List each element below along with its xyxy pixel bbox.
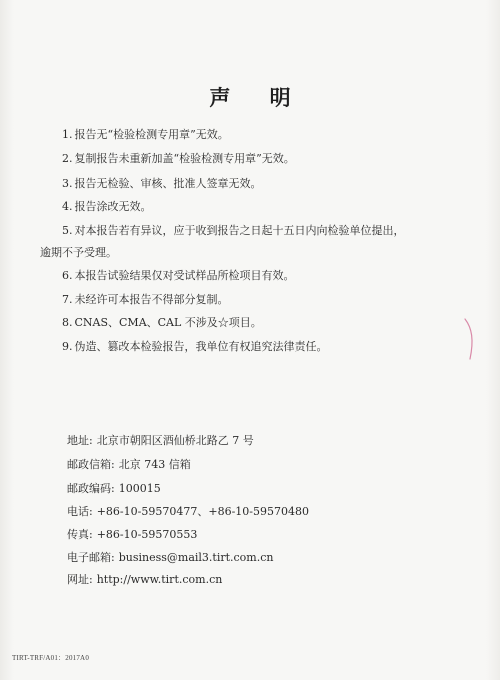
- item-text: 报告涂改无效。: [74, 200, 152, 213]
- statement-item-6: [62, 269, 462, 283]
- contact-address: [67, 434, 254, 448]
- contact-email: [67, 551, 273, 565]
- item-number: 2.: [62, 152, 73, 165]
- item-number: 5.: [62, 224, 73, 237]
- item-number: 7.: [62, 293, 73, 306]
- contact-value: 100015: [118, 482, 161, 495]
- contact-label: 传真:: [67, 528, 93, 541]
- pink-ink-mark: [462, 318, 476, 360]
- contact-value: 北京市朝阳区酒仙桥北路乙 7 号: [96, 434, 254, 447]
- item-number: 8.: [62, 316, 73, 329]
- statement-item-2: [62, 152, 462, 166]
- statement-item-9: [62, 340, 462, 354]
- item-text: 报告无“检验检测专用章”无效。: [74, 128, 229, 141]
- item-number: 9.: [62, 340, 73, 353]
- contact-value: 北京 743 信箱: [118, 458, 191, 471]
- contact-fax: [67, 528, 197, 542]
- statement-item-1: [62, 128, 462, 142]
- item-number: 3.: [62, 177, 73, 190]
- contact-postcode: [67, 482, 161, 496]
- contact-value: http://www.tirt.com.cn: [96, 573, 223, 586]
- form-code: TIRT-TRF/A01：2017A0: [12, 654, 90, 662]
- statement-item-7: [62, 293, 462, 307]
- item-number: 4.: [62, 200, 73, 213]
- contact-label: 电子邮箱:: [67, 551, 115, 564]
- item-text: CNAS、CMA、CAL 不涉及☆项目。: [74, 316, 262, 329]
- item-text: 未经许可本报告不得部分复制。: [74, 293, 229, 306]
- statement-item-4: [62, 200, 462, 214]
- contact-value: +86-10-59570553: [96, 528, 198, 541]
- contact-value: business@mail3.tirt.com.cn: [118, 551, 274, 564]
- statement-item-5: [40, 224, 462, 259]
- statement-item-8: [62, 316, 462, 330]
- item-text: 报告无检验、审核、批准人签章无效。: [74, 177, 262, 190]
- contact-label: 邮政编码:: [67, 482, 115, 495]
- item-number: 6.: [62, 269, 73, 282]
- page-title: 声 明: [209, 85, 307, 110]
- contact-value: +86-10-59570477、+86-10-59570480: [96, 505, 309, 518]
- item-text: 本报告试验结果仅对受试样品所检项目有效。: [74, 269, 295, 282]
- contact-phone: [67, 505, 309, 519]
- contact-label: 网址:: [67, 573, 93, 586]
- contact-label: 电话:: [67, 505, 93, 518]
- item-text-continuation: 逾期不予受理。: [40, 246, 117, 259]
- item-number: 1.: [62, 128, 73, 141]
- statement-item-3: [62, 177, 462, 191]
- contact-label: 地址:: [67, 434, 93, 447]
- item-text: 复制报告未重新加盖“检验检测专用章”无效。: [74, 152, 295, 165]
- contact-po-box: [67, 458, 191, 472]
- item-text: 伪造、篡改本检验报告，我单位有权追究法律责任。: [74, 340, 328, 353]
- item-text: 对本报告若有异议，应于收到报告之日起十五日内向检验单位提出，: [74, 224, 405, 237]
- contact-label: 邮政信箱:: [67, 458, 115, 471]
- contact-website: [67, 573, 222, 587]
